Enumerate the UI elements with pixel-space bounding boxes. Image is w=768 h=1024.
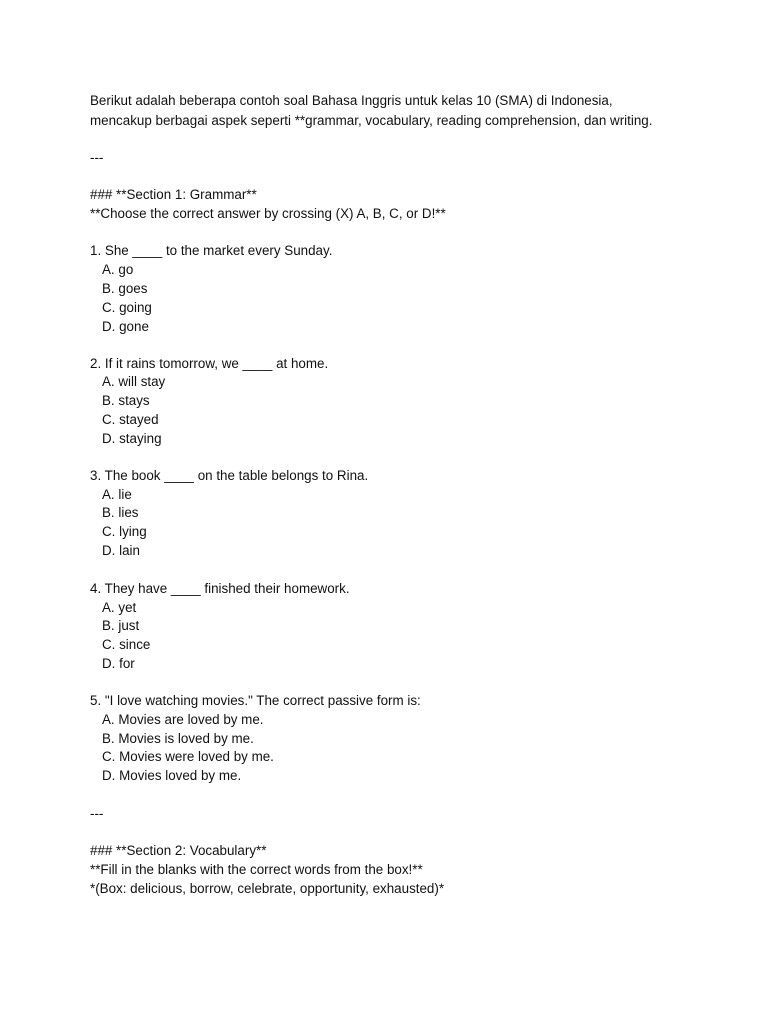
section-2-heading: ### **Section 2: Vocabulary** [90,843,267,858]
question-3-option-a: A. lie [102,487,132,502]
question-5-option-d: D. Movies loved by me. [102,768,242,783]
question-1-option-d: D. gone [102,319,149,334]
question-1-option-c: C. going [102,300,152,315]
question-4: 4. They have ____ finished their homework. [90,581,350,596]
question-3-option-c: C. lying [102,524,147,539]
question-5: 5. "I love watching movies." The correct passive form is: [90,693,421,708]
section-2-instruction: **Fill in the blanks with the correct words from the box!** [90,862,423,877]
question-5-option-c: C. Movies were loved by me. [102,749,274,764]
question-4-option-a: A. yet [102,600,137,615]
question-3: 3. The book ____ on the table belongs to Rina. [90,468,369,483]
section-1-instruction: **Choose the correct answer by crossing (X) A, B, C, or D!** [90,206,446,221]
question-4-option-d: D. for [102,656,135,671]
question-2-option-b: B. stays [102,393,150,408]
question-4-option-c: C. since [102,637,151,652]
divider: --- [90,150,104,165]
question-2-option-c: C. stayed [102,412,159,427]
question-2-option-a: A. will stay [102,374,166,389]
question-5-option-b: B. Movies is loved by me. [102,731,254,746]
section-1-heading: ### **Section 1: Grammar** [90,187,257,202]
question-1-option-a: A. go [102,262,134,277]
question-1-option-b: B. goes [102,281,148,296]
divider: --- [90,806,104,821]
question-5-option-a: A. Movies are loved by me. [102,712,264,727]
question-3-option-d: D. lain [102,543,140,558]
intro-line-2: mencakup berbagai aspek seperti **grammar, vocabulary, reading comprehension, dan writing. [90,113,653,128]
intro-line-1: Berikut adalah beberapa contoh soal Bahasa Inggris untuk kelas 10 (SMA) di Indonesia, [90,93,613,108]
question-1: 1. She ____ to the market every Sunday. [90,243,333,258]
question-3-option-b: B. lies [102,505,139,520]
section-2-word-box: *(Box: delicious, borrow, celebrate, opportunity, exhausted)* [90,881,445,896]
question-4-option-b: B. just [102,618,140,633]
question-2-option-d: D. staying [102,431,162,446]
question-2: 2. If it rains tomorrow, we ____ at home. [90,356,329,371]
